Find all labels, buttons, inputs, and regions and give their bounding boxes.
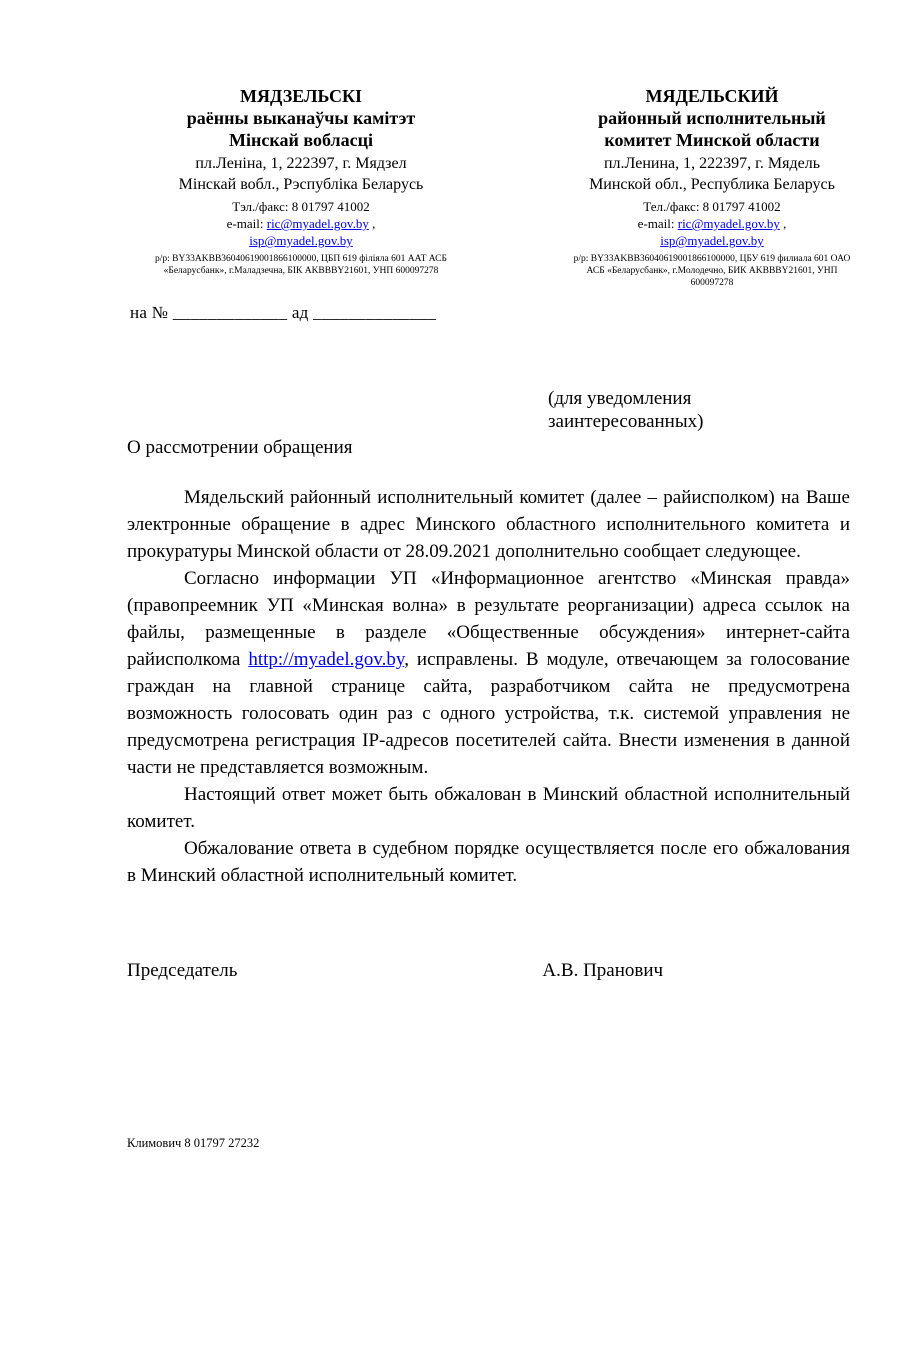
org-name-line1-by: МЯДЗЕЛЬСКІ xyxy=(239,86,362,106)
notification-note-line2: заинтересованных) xyxy=(548,411,704,432)
bank-details-ru xyxy=(531,253,893,288)
executor-contact-line: Климович 8 01797 27232 xyxy=(127,1136,260,1150)
email-link-isp-by[interactable]: isp@myadel.gov.by xyxy=(249,233,353,248)
address-line1-by: пл.Леніна, 1, 222397, г. Мядзел xyxy=(195,155,407,172)
bank-details-by xyxy=(120,253,482,277)
phone-line-by: Тэл./факс: 8 01797 41002 xyxy=(232,199,370,214)
org-name-line2-by: раённы выканаўчы камітэт xyxy=(186,108,416,128)
email-link-isp-ru[interactable]: isp@myadel.gov.by xyxy=(660,233,764,248)
email-label-by: e-mail: xyxy=(226,216,267,231)
bank-line: «Беларусбанк», г.Маладзечна, БІК AKBBBY21601, УНП 600097278 xyxy=(163,266,439,276)
paragraph-2-before-link: Согласно информации УП «Информационное агентство «Минская правда» (правопреемник УП «Минская волна» в результате реорганизации) адреса ссылок на файлы, размещенные в разделе «Общественные обсуждения» интернет-сайта райисполкома xyxy=(127,568,850,670)
org-name-line3-by: Мінскай вобласці xyxy=(229,130,373,150)
email-label-ru: e-mail: xyxy=(637,216,678,231)
email-separator-ru: , xyxy=(779,216,787,231)
email-line2-ru xyxy=(531,232,893,249)
email-line-ru xyxy=(531,215,893,232)
signature-row xyxy=(127,959,905,983)
org-name-line3-ru: комитет Минской области xyxy=(604,130,820,150)
email-line2-by xyxy=(120,232,482,249)
letter-page xyxy=(0,85,905,1365)
email-link-ric-ru[interactable]: ric@myadel.gov.by xyxy=(677,216,780,231)
contact-block-by xyxy=(120,198,482,249)
subject-line: О рассмотрении обращения xyxy=(127,437,353,458)
contact-block-ru xyxy=(531,198,893,249)
bank-line: р/р: BY33AKBB36040619001866100000, ЦБП 619 філіяла 601 ААТ АСБ xyxy=(155,254,447,264)
paragraph-2 xyxy=(127,565,850,781)
address-line2-ru: Минской обл., Республика Беларусь xyxy=(589,176,835,193)
reference-number-line: на № _____________ ад ______________ xyxy=(130,303,437,322)
letterhead-russian-block xyxy=(531,85,893,288)
bank-line: АСБ «Беларусбанк», г.Молодечно, БИК AKBBBY21601, УНП xyxy=(586,266,838,276)
address-block-ru xyxy=(531,153,893,195)
myadel-site-link[interactable]: http://myadel.gov.by xyxy=(248,649,405,670)
notification-note-line1: (для уведомления xyxy=(548,388,692,409)
email-link-ric-by[interactable]: ric@myadel.gov.by xyxy=(266,216,369,231)
email-separator-by: , xyxy=(368,216,376,231)
org-name-line2-ru: районный исполнительный xyxy=(598,108,826,128)
signer-name: А.В. Пранович xyxy=(542,960,664,981)
address-line2-by: Мінскай вобл., Рэспубліка Беларусь xyxy=(178,176,424,193)
notification-note xyxy=(548,387,905,433)
email-line-by xyxy=(120,215,482,232)
paragraph-4: Обжалование ответа в судебном порядке осуществляется после его обжалования в Минский областной исполнительный комитет. xyxy=(127,838,850,886)
letterhead-belarusian-block xyxy=(120,85,482,282)
paragraph-1: Мядельский районный исполнительный комитет (далее – райисполком) на Ваше электронные обращение в адрес Минского областного исполнительного комитета и прокуратуры Минской области от 28.09.2021 дополнительно сообщает следующее. xyxy=(127,487,850,562)
letterhead xyxy=(120,85,893,288)
signer-title: Председатель xyxy=(127,960,238,981)
address-block-by xyxy=(120,153,482,195)
paragraph-2-after-link: , исправлены. В модуле, отвечающем за голосование граждан на главной странице сайта, разработчиком сайта не предусмотрена возможность голосовать один раз с одного устройства, т.к. системой управления не предусмотрена регистрация IP-адресов посетителей сайта. Внести изменения в данной части не представляется возможным. xyxy=(127,649,850,778)
address-line1-ru: пл.Ленина, 1, 222397, г. Мядель xyxy=(603,155,821,172)
letter-body xyxy=(127,484,850,889)
paragraph-3: Настоящий ответ может быть обжалован в Минский областной исполнительный комитет. xyxy=(127,784,850,832)
bank-line: р/р: BY33AKBB36040619001866100000, ЦБУ 619 филиала 601 ОАО xyxy=(573,254,851,264)
phone-line-ru: Тел./факс: 8 01797 41002 xyxy=(643,199,781,214)
org-name-line1-ru: МЯДЕЛЬСКИЙ xyxy=(645,86,779,106)
bank-line-clipped: 600097278 xyxy=(690,278,734,288)
